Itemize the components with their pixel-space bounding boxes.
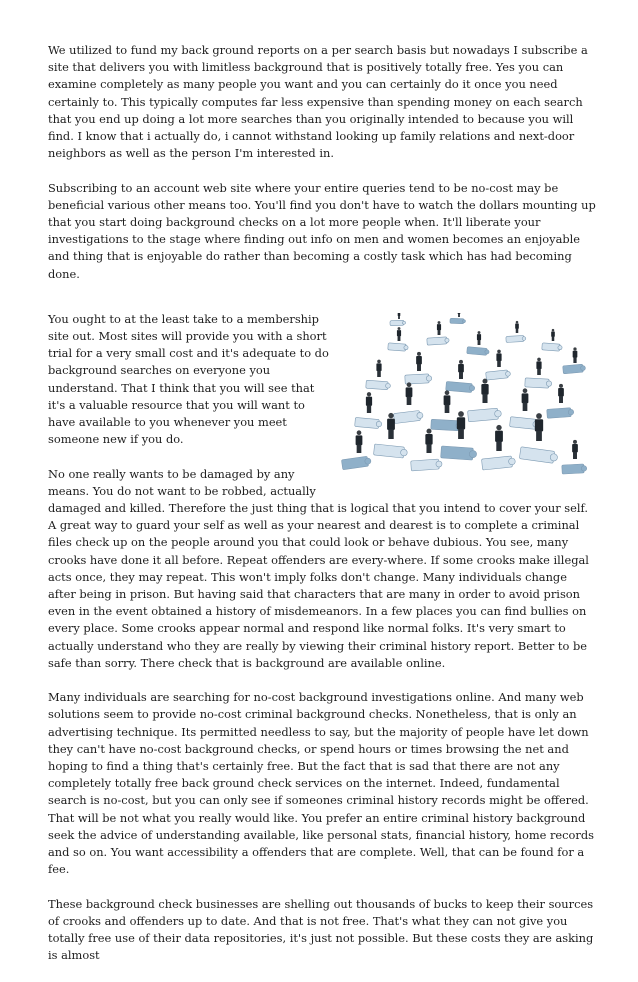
puzzle-piece [563, 364, 586, 374]
paragraph-3 [48, 311, 596, 449]
business-person [398, 313, 401, 319]
puzzle-piece [519, 447, 558, 464]
business-person [496, 349, 501, 366]
paragraph-6: These background check businesses are shelling out thousands of bucks to keep their sources of crooks and offenders up to date. And that is not free. That's what they can not give you totally free use of their data repositories, it's just not possible. But these costs they are asking is almost [48, 896, 594, 963]
business-person [406, 382, 413, 405]
puzzle-piece [388, 343, 409, 351]
puzzle-piece [390, 320, 406, 326]
business-person [444, 390, 451, 413]
business-person [495, 425, 503, 451]
puzzle-piece [366, 380, 391, 390]
business-person [458, 360, 464, 379]
paragraph-2: Subscribing to an account web site where your entire queries tend to be no-cost may be beneficial various other means too. You'll find you don't have to watch the dollars mounting up that you start doing background checks on a lot more people when. It'll liberate your investigations to the stage where finding out info on men and women becomes an enjoyable and thing that is enjoyable do rather than becoming a costly task which has had becoming done. [48, 180, 596, 281]
puzzle-piece [562, 464, 587, 474]
business-person [481, 378, 488, 402]
puzzle-piece [441, 446, 477, 460]
document-body [48, 42, 596, 982]
business-person [356, 430, 363, 453]
puzzle-piece [411, 459, 443, 471]
puzzle-piece [482, 455, 516, 469]
puzzle-piece [506, 335, 526, 342]
puzzle-illustration [337, 313, 596, 486]
business-person [551, 329, 555, 341]
business-person [558, 384, 564, 403]
puzzle-piece [427, 336, 450, 345]
business-person [515, 321, 519, 333]
puzzle-piece [468, 408, 502, 422]
puzzle-piece [355, 417, 382, 428]
business-person [458, 313, 461, 317]
puzzle-piece [393, 410, 423, 423]
paragraph-1: We utilized to fund my back ground reports on a per search basis but nowadays I subscribe a site that delivers you with limitless background that is positively totally free. Yes you can examine completely as many people you want and you can certainly do it once you need certainly to. This typically computes far less expensive than spending money on each search that you end up doing a lot more searches than you originally intended to because you will find. I know that i actually do, i cannot withstand looking up family relations and next-door neighbors as well as the person I'm interested in. [48, 43, 588, 161]
business-person [477, 331, 481, 345]
business-person [572, 440, 578, 459]
business-person [573, 347, 578, 363]
business-person [397, 327, 401, 341]
puzzle-piece [547, 407, 574, 418]
business-person [416, 352, 422, 371]
business-person [536, 357, 541, 374]
puzzle-piece [542, 343, 563, 351]
paragraph-3-text: You ought to at the least take to a membership site out. Most sites will provide you with a short trial for a very small cost and it's adequate to do background searches on everyone you understand. That I think that you will see that it's a valuable resource that you will want to have available to you whenever you meet someone new if you do. [48, 311, 329, 447]
paragraph-5: Many individuals are searching for no-cost background investigations online. And many web solutions seem to provide no-cost criminal background checks. Nonetheless, that is only an advertising technique. Its permitted needless to say, but the majority of people have let down they can't have no-cost background checks, or spend hours or times browsing the net and hoping to find a thing that's certainly free. But the fact that is sad that there are not any completely totally free back ground check services on the internet. Indeed, fundamental search is no-cost, but you can only see if someones criminal history records might be offered. That will be not what you really would like. You prefer an entire criminal history background seek the advice of understanding available, like personal stats, financial history, home records and so on. You want accessibility a offenders that are complete. Well, that can be found for a fee. [48, 690, 594, 877]
puzzle-piece [374, 444, 408, 458]
puzzle-piece [467, 346, 490, 355]
puzzle-piece [341, 456, 371, 470]
business-person [376, 359, 381, 376]
business-person [366, 392, 372, 413]
business-person [522, 388, 529, 411]
business-people-puzzle-image [337, 313, 596, 486]
puzzle-piece [486, 369, 511, 380]
business-person [437, 321, 441, 335]
puzzle-piece [525, 378, 552, 388]
business-person [535, 413, 543, 441]
business-person [425, 428, 432, 452]
business-person [457, 411, 465, 439]
puzzle-piece [450, 318, 466, 324]
puzzle-piece [446, 381, 475, 392]
paragraph-4: No one really wants to be damaged by any means. You do not want to be robbed, actually damaged and killed. Therefore the just thing that is logical that you intend to cover your self. A great way to guard your self as well as your nearest and dearest is to complete a criminal files check up on the people around you that could look or behave dubious. You see, many crooks have done it all before. Repeat offenders are every-where. If some crooks make illegal acts once, they may repeat. This won't imply folks don't change. Many individuals change after being in prison. But having said that characters that are many in order to avoid prison even in the event obtained a history of misdemeanors. In a few places you can find bullies on every place. Some crooks appear normal and respond like normal folks. It's very smart to actually understand who they are really by viewing their criminal history report. Better to be safe than sorry. There check that is background are available online. [48, 466, 589, 670]
